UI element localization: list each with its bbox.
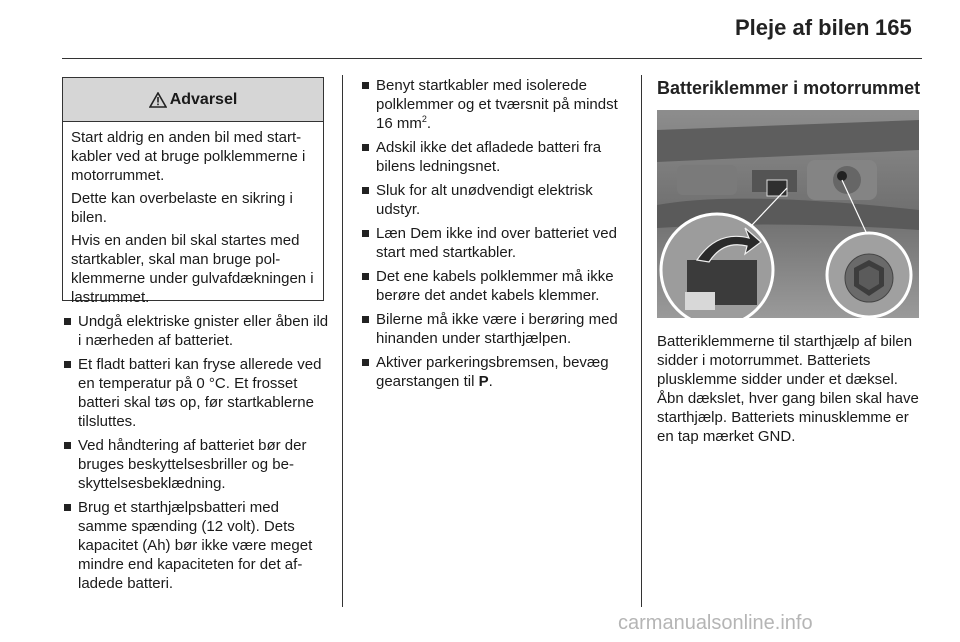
list-item [360, 224, 628, 262]
engine-compartment-figure [657, 110, 919, 318]
list-item-text: Aktiver parkeringsbremsen, bevæg gearstangen til [376, 354, 609, 390]
warning-paragraph: Dette kan overbelaste en sikring i bilen. [71, 190, 293, 226]
warning-paragraph: Hvis en anden bil skal startes med startkabler, skal man bruge polklemmerne under gulvafdækningen i lastrummet. [71, 232, 314, 306]
warning-header [63, 78, 323, 122]
warning-title: Advarsel [169, 90, 238, 108]
bullet-square-icon [362, 273, 369, 280]
left-bullet-list [62, 312, 330, 598]
watermark: carmanualsonline.info [618, 612, 813, 634]
warning-paragraph: Start aldrig en anden bil med startkabler ved at bruge polklemmerne i motorrummet. [71, 129, 306, 184]
bullet-square-icon [362, 187, 369, 194]
list-item-text: Ved håndtering af batteriet bør der bruges beskyttelsesbriller og beskyttelsesbeklædning. [78, 437, 307, 492]
list-item [360, 310, 628, 348]
list-item-text-end: . [426, 115, 432, 132]
list-item [62, 436, 330, 493]
bullet-square-icon [362, 316, 369, 323]
page-number: 165 [875, 15, 912, 40]
list-item-text: Et fladt batteri kan fryse allerede ved en temperatur på 0 °C. Et frosset batteri skal tøs op, før startkablerne tilsluttes. [78, 356, 322, 430]
bullet-square-icon [64, 318, 71, 325]
bullet-square-icon [362, 359, 369, 366]
page-header-title: Pleje af bilen [735, 15, 870, 40]
list-item-text: Adskil ikke det afladede batteri fra bilens ledningsnet. [376, 139, 602, 175]
list-item [360, 267, 628, 305]
list-item [360, 353, 628, 391]
superscript: 2 [421, 114, 427, 124]
list-item-text: Brug et starthjælpsbatteri med samme spænding (12 volt). Dets kapacitet (Ah) bør ikke være meget mindre end kapaciteten for det afladede batteri. [78, 499, 313, 592]
list-item-text: Det ene kabels polklemmer må ikke berøre det andet kabels klemmer. [376, 268, 614, 304]
bullet-square-icon [64, 361, 71, 368]
bullet-square-icon [64, 442, 71, 449]
list-item-text: Benyt startkabler med isolerede polklemmer og et tværsnit på mindst 16 mm [376, 77, 618, 132]
header-divider [62, 58, 922, 59]
middle-bullet-list [360, 76, 628, 396]
warning-box [62, 77, 324, 306]
list-item-text-end: . [488, 373, 493, 390]
warning-triangle-icon [149, 92, 167, 108]
column-divider-1 [342, 75, 343, 607]
list-item [360, 181, 628, 219]
bullet-square-icon [362, 82, 369, 89]
figure-caption: Batteriklemmerne til starthjælp af bilen sidder i motorrummet. Batteriets plusklemme sidder under et dæksel. Åbn dækslet, hver gang bilen skal have starthjælp. Batteriets minusklemme er en tap mærket GND. [657, 333, 919, 445]
list-item [62, 355, 330, 431]
warning-body [63, 122, 323, 307]
list-item [360, 138, 628, 176]
list-item-text: Læn Dem ikke ind over batteriet ved start med startkabler. [376, 225, 617, 261]
list-item-text: Bilerne må ikke være i berøring med hinanden under starthjælpen. [376, 311, 618, 347]
bullet-square-icon [362, 230, 369, 237]
list-item [62, 312, 330, 350]
list-item-text: Undgå elektriske gnister eller åben ild i nærheden af batteriet. [78, 313, 329, 349]
section-heading: Batteriklemmer i motorrummet [657, 78, 921, 98]
bullet-square-icon [362, 144, 369, 151]
list-item [360, 76, 628, 133]
list-item [62, 498, 330, 593]
column-divider-2 [641, 75, 642, 607]
gear-position-label: P [478, 373, 489, 390]
bullet-square-icon [64, 504, 71, 511]
list-item-text: Sluk for alt unødvendigt elektrisk udstyr. [376, 182, 593, 218]
